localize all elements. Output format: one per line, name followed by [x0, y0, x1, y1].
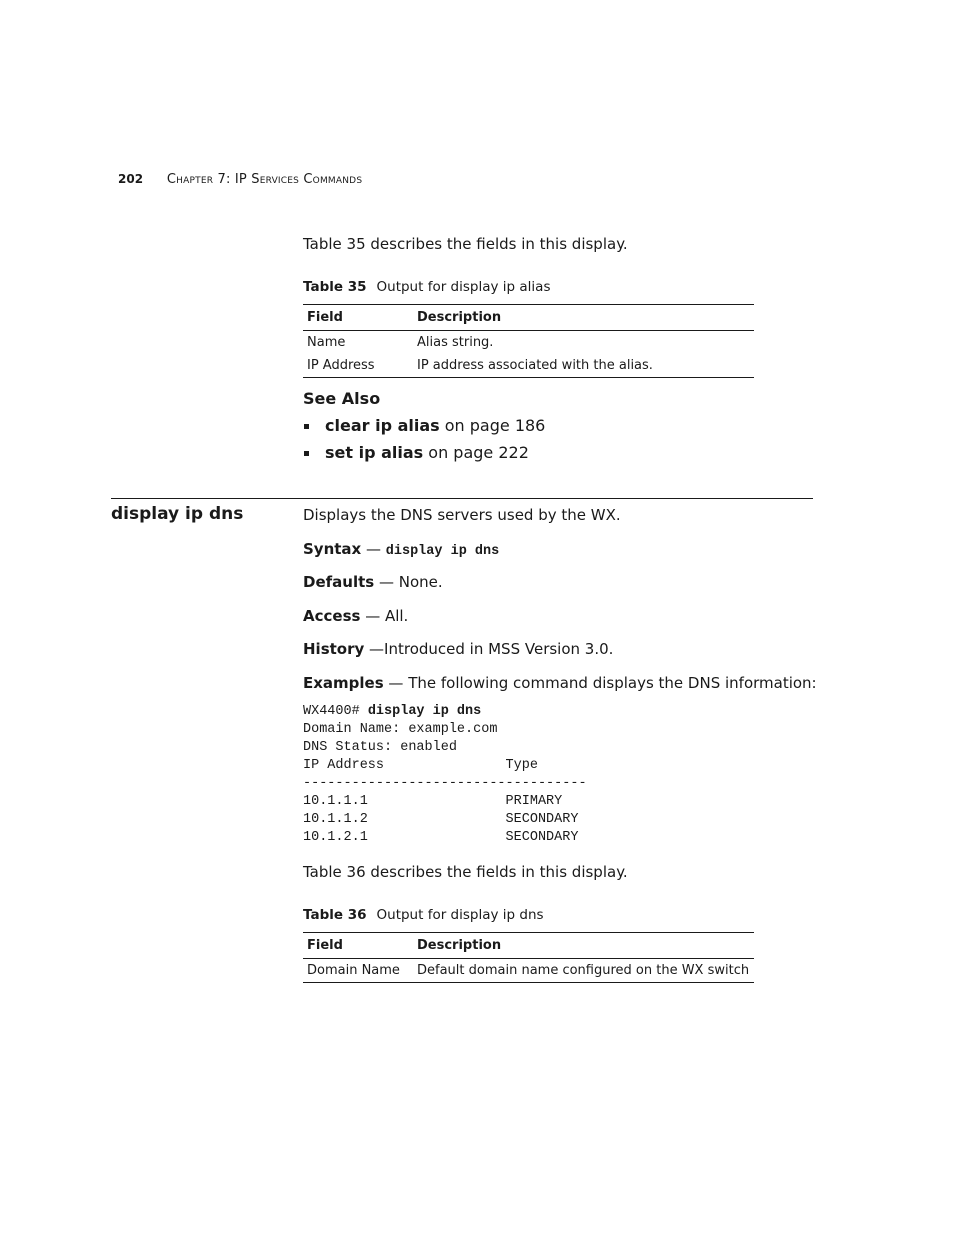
field-cell: Domain Name [307, 963, 400, 978]
bullet-square-icon [304, 424, 309, 429]
list-item [303, 443, 545, 470]
access-text: — All. [360, 607, 409, 625]
code-output: Domain Name: example.com DNS Status: enabled IP Address Type ----------------------------------- 10.1.1.1 PRIMARY 10.1.1.2 SECONDARY 10.1.2.1 SECONDARY [303, 722, 587, 845]
access-label: Access [303, 607, 361, 625]
column-header-field: Field [307, 310, 343, 325]
section-divider [111, 498, 813, 499]
table36 [303, 932, 754, 983]
table36-intro: Table 36 describes the fields in this display. [303, 863, 628, 881]
list-item [303, 416, 545, 443]
see-also-heading: See Also [303, 389, 381, 408]
table-header-row [303, 305, 754, 331]
see-also-link-clear-ip-alias[interactable]: clear ip alias [325, 416, 440, 435]
code-example [303, 703, 587, 847]
syntax-separator: — [361, 540, 386, 558]
page-reference: on page 186 [439, 416, 546, 435]
chapter-title: Chapter 7: IP Services Commands [166, 172, 363, 187]
field-cell: IP Address [307, 358, 375, 373]
table36-caption [303, 907, 544, 923]
column-header-description: Description [417, 310, 502, 325]
table36-label: Table 36 [303, 907, 367, 923]
code-command: display ip dns [367, 704, 482, 719]
table-row [303, 959, 754, 983]
page-header [118, 172, 362, 187]
page-reference: on page 222 [423, 443, 529, 462]
table-row [303, 331, 754, 355]
syntax-command: display ip dns [385, 544, 500, 559]
examples-label: Examples [303, 674, 384, 692]
history-label: History [303, 640, 365, 658]
table35-label: Table 35 [303, 279, 367, 295]
defaults-label: Defaults [303, 573, 375, 591]
table-header-row [303, 933, 754, 959]
examples-text: — The following command displays the DNS information: [383, 674, 817, 692]
history-line [303, 640, 613, 658]
page-number: 202 [118, 172, 144, 186]
description-cell: Alias string. [417, 335, 494, 350]
defaults-text: — None. [374, 573, 443, 591]
examples-line [303, 674, 817, 692]
defaults-line [303, 573, 443, 591]
table35-caption [303, 279, 550, 295]
table36-caption-text: Output for display ip dns [376, 907, 544, 923]
syntax-line [303, 540, 499, 559]
access-line [303, 607, 408, 625]
table35 [303, 304, 754, 378]
see-also-link-set-ip-alias[interactable]: set ip alias [325, 443, 424, 462]
description-cell: Default domain name configured on the WX switch [417, 963, 750, 978]
table-row [303, 354, 754, 378]
table35-intro: Table 35 describes the fields in this display. [303, 235, 628, 253]
description-cell: IP address associated with the alias. [417, 358, 653, 373]
bullet-square-icon [304, 451, 309, 456]
code-prompt: WX4400# [303, 704, 368, 719]
section-summary: Displays the DNS servers used by the WX. [303, 506, 621, 524]
see-also-list [303, 416, 545, 470]
section-title: display ip dns [111, 504, 244, 524]
column-header-description: Description [417, 938, 502, 953]
column-header-field: Field [307, 938, 343, 953]
syntax-label: Syntax [303, 540, 362, 558]
table35-caption-text: Output for display ip alias [376, 279, 551, 295]
history-text: —Introduced in MSS Version 3.0. [364, 640, 614, 658]
field-cell: Name [307, 335, 346, 350]
